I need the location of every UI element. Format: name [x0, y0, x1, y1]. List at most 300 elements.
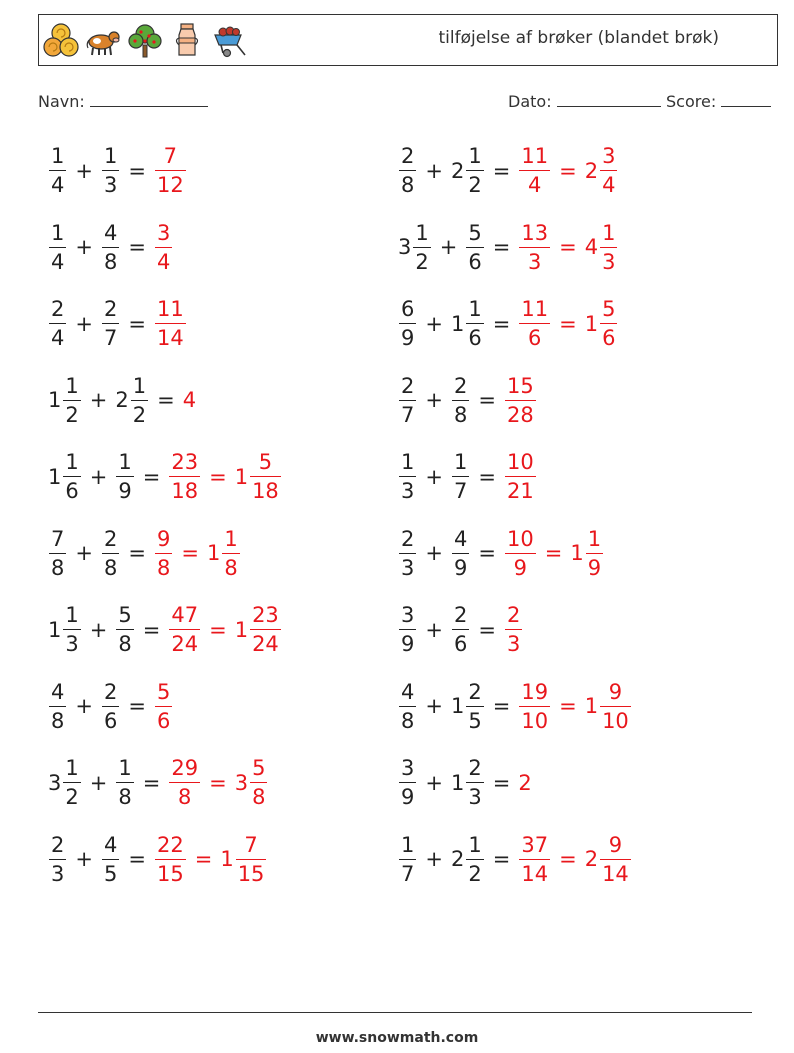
- fraction: [519, 297, 550, 350]
- milk-can-icon: [169, 21, 205, 59]
- wheelbarrow-icon: [211, 21, 247, 59]
- denominator: 6: [468, 249, 482, 274]
- numerator: 15: [506, 373, 534, 398]
- term: [583, 144, 621, 197]
- whole-number: 2: [450, 158, 465, 183]
- term: [99, 144, 122, 197]
- term: [396, 221, 434, 274]
- answer: [516, 833, 633, 886]
- footer-divider: [38, 1012, 752, 1013]
- fraction-bar: [399, 706, 416, 707]
- fraction-bar: [600, 323, 617, 324]
- equals-sign: =: [478, 541, 496, 565]
- term: [396, 527, 419, 580]
- fraction-bar: [505, 476, 536, 477]
- answer: [152, 297, 189, 350]
- fraction: [452, 603, 469, 656]
- numerator: 9: [608, 679, 623, 704]
- fraction-bar: [413, 247, 430, 248]
- numerator: 9: [608, 832, 623, 857]
- numerator: 5: [258, 450, 273, 474]
- fraction-bar: [236, 859, 267, 860]
- numerator: 29: [171, 756, 199, 780]
- denominator: 3: [51, 861, 65, 886]
- term: [181, 388, 195, 412]
- term: [46, 144, 69, 197]
- tree-icon: [127, 21, 163, 59]
- fraction: [250, 450, 281, 503]
- fraction: [600, 144, 617, 197]
- numerator: 2: [401, 373, 415, 398]
- fraction: [49, 680, 66, 733]
- fraction: [519, 144, 550, 197]
- fraction-bar: [466, 859, 483, 860]
- denominator: 15: [237, 861, 265, 886]
- term: [449, 450, 472, 503]
- denominator: 8: [118, 632, 132, 656]
- numerator: 2: [453, 603, 468, 627]
- plus-sign: +: [75, 311, 93, 336]
- equals-sign: =: [157, 388, 175, 412]
- term: [166, 450, 203, 503]
- numerator: 1: [118, 756, 132, 780]
- answer: [152, 833, 269, 886]
- denominator: 8: [103, 249, 118, 274]
- numerator: 1: [65, 373, 79, 398]
- denominator: 9: [401, 785, 415, 809]
- plus-sign: +: [439, 235, 458, 259]
- fraction: [63, 756, 80, 809]
- whole-number: 2: [584, 847, 599, 871]
- fraction-bar: [466, 706, 483, 707]
- fraction: [63, 450, 80, 503]
- term: [166, 603, 203, 656]
- numerator: 10: [506, 526, 534, 551]
- fraction-bar: [116, 629, 133, 630]
- plus-sign: +: [425, 770, 443, 795]
- numerator: 2: [103, 297, 118, 321]
- term: [46, 680, 69, 733]
- denominator: 3: [65, 632, 79, 656]
- fraction: [505, 374, 536, 427]
- plus-sign: +: [89, 464, 108, 489]
- answer: [502, 603, 525, 656]
- denominator: 15: [156, 861, 184, 886]
- denominator: 5: [103, 861, 118, 886]
- term: [152, 221, 175, 274]
- denominator: 8: [178, 785, 192, 809]
- answer: [166, 756, 270, 809]
- denominator: 8: [453, 402, 468, 427]
- term: [583, 221, 621, 274]
- term: [99, 680, 122, 733]
- denominator: 24: [171, 632, 199, 656]
- numerator: 4: [51, 679, 65, 704]
- equals-sign: =: [128, 311, 146, 336]
- answer: [516, 771, 530, 795]
- fraction-bar: [49, 323, 66, 324]
- fraction-bar: [505, 400, 536, 401]
- denominator: 8: [224, 555, 238, 580]
- fraction-bar: [399, 859, 416, 860]
- fraction: [155, 680, 172, 733]
- term: [516, 297, 553, 350]
- fraction: [600, 221, 617, 274]
- numerator: 2: [103, 679, 118, 704]
- name-blank[interactable]: [90, 92, 208, 107]
- answer: [152, 221, 175, 274]
- numerator: 3: [602, 144, 616, 168]
- term: [449, 527, 472, 580]
- numerator: 2: [401, 526, 415, 551]
- problem-20: [396, 833, 634, 886]
- whole-number: 4: [182, 388, 197, 412]
- fraction: [155, 221, 172, 274]
- numerator: 11: [521, 144, 549, 168]
- term: [99, 833, 122, 886]
- term: [152, 680, 175, 733]
- fraction: [63, 374, 80, 427]
- denominator: 9: [453, 555, 468, 580]
- fraction-bar: [49, 247, 66, 248]
- denominator: 8: [401, 708, 415, 733]
- denominator: 8: [51, 555, 65, 580]
- fraction-bar: [102, 859, 119, 860]
- fraction: [505, 603, 522, 656]
- problem-8: [396, 374, 539, 427]
- numerator: 47: [171, 603, 199, 627]
- denominator: 8: [156, 555, 171, 580]
- fraction-bar: [155, 553, 172, 554]
- term: [396, 144, 419, 197]
- fraction-bar: [222, 553, 239, 554]
- fraction: [102, 833, 119, 886]
- term: [449, 603, 472, 656]
- fraction: [102, 680, 119, 733]
- plus-sign: +: [89, 770, 108, 795]
- answer: [502, 374, 539, 427]
- plus-sign: +: [89, 388, 108, 412]
- numerator: 5: [468, 220, 482, 245]
- fraction-bar: [399, 170, 416, 171]
- numerator: 1: [65, 450, 79, 474]
- fraction-bar: [63, 629, 80, 630]
- plus-sign: +: [425, 694, 443, 718]
- problem-6: [396, 297, 620, 350]
- equals-sign: =: [142, 617, 161, 642]
- numerator: 1: [453, 450, 468, 474]
- date-field: [508, 92, 661, 111]
- numerator: 1: [65, 603, 79, 627]
- term: [46, 833, 69, 886]
- numerator: 10: [506, 450, 534, 474]
- whole-number: 3: [48, 770, 62, 795]
- fraction: [399, 374, 416, 427]
- fraction-bar: [155, 170, 186, 171]
- fraction-bar: [155, 323, 186, 324]
- term: [152, 833, 189, 886]
- fraction-bar: [519, 706, 550, 707]
- term: [502, 374, 539, 427]
- fraction: [399, 756, 416, 809]
- numerator: 11: [521, 297, 549, 321]
- term: [583, 833, 634, 886]
- equals-sign: =: [492, 311, 511, 336]
- answer: [516, 680, 633, 733]
- answer: [166, 450, 283, 503]
- score-blank[interactable]: [721, 92, 771, 107]
- fraction: [169, 756, 200, 809]
- date-blank[interactable]: [557, 92, 661, 107]
- fraction: [519, 833, 550, 886]
- equals-sign: =: [492, 694, 511, 718]
- equals-sign: =: [478, 388, 496, 412]
- fraction-bar: [102, 553, 119, 554]
- numerator: 19: [521, 679, 549, 704]
- term: [113, 603, 136, 656]
- denominator: 12: [156, 173, 184, 197]
- fraction: [49, 144, 66, 197]
- fraction: [466, 680, 483, 733]
- answer: [516, 297, 620, 350]
- whole-number: 1: [48, 464, 62, 489]
- numerator: 5: [156, 679, 171, 704]
- fraction-bar: [102, 247, 119, 248]
- numerator: 2: [506, 603, 521, 627]
- fraction-bar: [63, 476, 80, 477]
- term: [46, 756, 84, 809]
- numerator: 2: [453, 373, 468, 398]
- problem-17: [46, 756, 270, 809]
- problem-11: [46, 527, 243, 580]
- term: [502, 527, 539, 580]
- numerator: 5: [252, 756, 266, 780]
- plus-sign: +: [75, 694, 93, 718]
- fraction: [466, 833, 483, 886]
- denominator: 9: [587, 555, 602, 580]
- whole-number: 1: [234, 617, 249, 642]
- term: [449, 756, 487, 809]
- equals-sign: =: [544, 541, 563, 565]
- fraction-bar: [155, 859, 186, 860]
- term: [516, 680, 553, 733]
- fraction-bar: [452, 553, 469, 554]
- problem-5: [46, 297, 189, 350]
- fraction: [155, 527, 172, 580]
- term: [99, 527, 122, 580]
- term: [113, 374, 151, 427]
- term: [463, 221, 486, 274]
- whole-number: 1: [48, 388, 62, 412]
- fraction: [466, 297, 483, 350]
- answer: [502, 527, 606, 580]
- numerator: 5: [118, 603, 132, 627]
- whole-number: 1: [48, 617, 62, 642]
- denominator: 3: [506, 632, 521, 656]
- denominator: 3: [468, 785, 482, 809]
- whole-number: 2: [115, 388, 129, 412]
- fraction-bar: [155, 247, 172, 248]
- term: [205, 527, 243, 580]
- fraction-bar: [131, 400, 148, 401]
- whole-number: 1: [234, 464, 249, 489]
- denominator: 8: [401, 173, 415, 197]
- equals-sign: =: [128, 847, 146, 871]
- fraction: [116, 756, 133, 809]
- numerator: 3: [401, 756, 415, 780]
- fraction: [155, 833, 186, 886]
- term: [502, 450, 539, 503]
- numerator: 23: [171, 450, 199, 474]
- denominator: 2: [132, 402, 147, 427]
- plus-sign: +: [75, 541, 93, 565]
- problem-3: [46, 221, 175, 274]
- fraction: [102, 144, 119, 197]
- equals-sign: =: [194, 847, 213, 871]
- plus-sign: +: [75, 847, 93, 871]
- fraction: [519, 680, 550, 733]
- equals-sign: =: [128, 158, 146, 183]
- term: [152, 297, 189, 350]
- fraction-bar: [466, 170, 483, 171]
- numerator: 11: [156, 297, 184, 321]
- term: [516, 144, 553, 197]
- numerator: 1: [468, 832, 482, 857]
- term: [396, 297, 419, 350]
- term: [396, 756, 419, 809]
- denominator: 5: [468, 708, 482, 733]
- denominator: 2: [65, 785, 79, 809]
- score-field: [666, 92, 771, 111]
- fraction: [399, 833, 416, 886]
- term: [449, 144, 487, 197]
- denominator: 4: [51, 173, 65, 197]
- equals-sign: =: [209, 464, 227, 489]
- term: [449, 680, 487, 733]
- problem-13: [46, 603, 284, 656]
- equals-sign: =: [181, 541, 199, 565]
- denominator: 9: [401, 326, 415, 350]
- denominator: 3: [401, 479, 415, 503]
- equals-sign: =: [559, 694, 577, 718]
- fraction: [102, 297, 119, 350]
- numerator: 37: [521, 832, 549, 857]
- fraction: [49, 527, 66, 580]
- term: [218, 833, 269, 886]
- answer: [152, 527, 243, 580]
- fraction-bar: [586, 553, 603, 554]
- plus-sign: +: [425, 847, 443, 871]
- denominator: 7: [401, 861, 415, 886]
- numerator: 2: [51, 297, 65, 321]
- fraction-bar: [250, 629, 281, 630]
- denominator: 28: [506, 402, 534, 427]
- fraction: [102, 527, 119, 580]
- fraction: [519, 221, 550, 274]
- fraction-bar: [49, 553, 66, 554]
- term: [46, 374, 84, 427]
- answer: [181, 388, 195, 412]
- denominator: 10: [602, 708, 629, 733]
- equals-sign: =: [209, 770, 227, 795]
- fraction-bar: [600, 706, 631, 707]
- problem-1: [46, 144, 189, 197]
- denominator: 6: [468, 326, 482, 350]
- denominator: 6: [65, 479, 79, 503]
- denominator: 8: [252, 785, 266, 809]
- denominator: 9: [513, 555, 528, 580]
- plus-sign: +: [89, 617, 108, 642]
- numerator: 1: [401, 832, 415, 857]
- fraction-bar: [169, 476, 200, 477]
- numerator: 22: [156, 832, 184, 857]
- term: [152, 144, 189, 197]
- fraction-bar: [63, 400, 80, 401]
- answer: [516, 144, 620, 197]
- term: [583, 297, 621, 350]
- equals-sign: =: [128, 235, 146, 259]
- problem-10: [396, 450, 539, 503]
- term: [166, 756, 203, 809]
- fraction-bar: [505, 629, 522, 630]
- fraction-bar: [452, 476, 469, 477]
- numerator: 2: [468, 756, 482, 780]
- term: [46, 221, 69, 274]
- denominator: 9: [401, 632, 415, 656]
- term: [516, 221, 553, 274]
- term: [99, 221, 122, 274]
- term: [113, 756, 136, 809]
- plus-sign: +: [75, 235, 93, 259]
- fraction: [250, 756, 267, 809]
- term: [449, 374, 472, 427]
- problem-2: [396, 144, 620, 197]
- fraction-bar: [250, 782, 267, 783]
- numerator: 4: [103, 220, 118, 245]
- equals-sign: =: [142, 464, 161, 489]
- fraction: [131, 374, 148, 427]
- denominator: 8: [103, 555, 118, 580]
- date-label: Dato:: [508, 92, 552, 111]
- numerator: 1: [468, 297, 482, 321]
- term: [449, 833, 487, 886]
- fraction: [49, 833, 66, 886]
- term: [396, 374, 419, 427]
- fraction-bar: [399, 553, 416, 554]
- denominator: 4: [528, 173, 542, 197]
- footer-site: www.snowmath.com: [315, 1030, 479, 1046]
- fraction: [49, 297, 66, 350]
- term: [46, 603, 84, 656]
- numerator: 6: [401, 297, 415, 321]
- numerator: 1: [51, 144, 65, 168]
- numerator: 4: [103, 832, 118, 857]
- numerator: 1: [602, 220, 616, 245]
- denominator: 2: [415, 249, 429, 274]
- term: [568, 527, 606, 580]
- denominator: 8: [118, 785, 132, 809]
- term: [233, 450, 284, 503]
- answer: [152, 144, 189, 197]
- numerator: 1: [587, 526, 602, 551]
- numerator: 1: [103, 144, 118, 168]
- numerator: 4: [401, 679, 415, 704]
- whole-number: 1: [450, 694, 465, 718]
- whole-number: 1: [584, 311, 599, 336]
- denominator: 7: [401, 402, 415, 427]
- fraction-bar: [116, 782, 133, 783]
- numerator: 7: [244, 832, 258, 857]
